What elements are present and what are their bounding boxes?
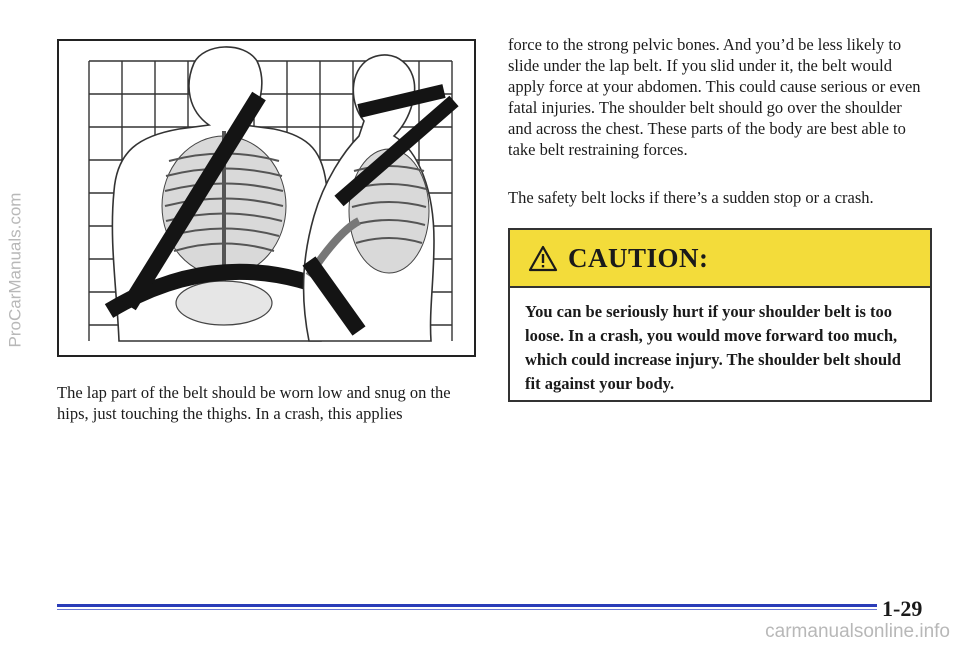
side-view-figure [304, 55, 454, 341]
belt-locks-paragraph: The safety belt locks if there’s a sudden stop or a crash. [508, 188, 874, 207]
caution-box [508, 228, 932, 402]
side-watermark [4, 60, 26, 480]
pelvic-force-paragraph: force to the strong pelvic bones. And you’d be less likely to slide under the lap belt. If you slid under it, the belt would apply force at your abdomen. This could cause serious or even fatal injuries. The shoulder belt should go over the shoulder and across the chest. These parts of the body are best able to take belt restraining forces. [508, 35, 921, 159]
caution-body: You can be seriously hurt if your shoulder belt is too loose. In a crash, you would move forward too much, which could increase injury. The shoulder belt should fit against your body. [525, 302, 901, 393]
skeleton-figure-svg [59, 41, 474, 355]
caution-title: CAUTION: [568, 242, 709, 273]
page-number: 1-29 [882, 596, 923, 621]
side-watermark-text: ProCarManuals.com [5, 192, 25, 348]
footer-rule-thin [57, 609, 877, 610]
seatbelt-skeleton-illustration [57, 39, 476, 357]
footer-rule [57, 604, 877, 607]
lap-belt-paragraph: The lap part of the belt should be worn low and snug on the hips, just touching the thighs. In a crash, this applies [57, 383, 451, 423]
warning-triangle-icon [528, 245, 558, 272]
caution-header [510, 230, 930, 288]
bottom-watermark: carmanualsonline.info [765, 621, 950, 642]
